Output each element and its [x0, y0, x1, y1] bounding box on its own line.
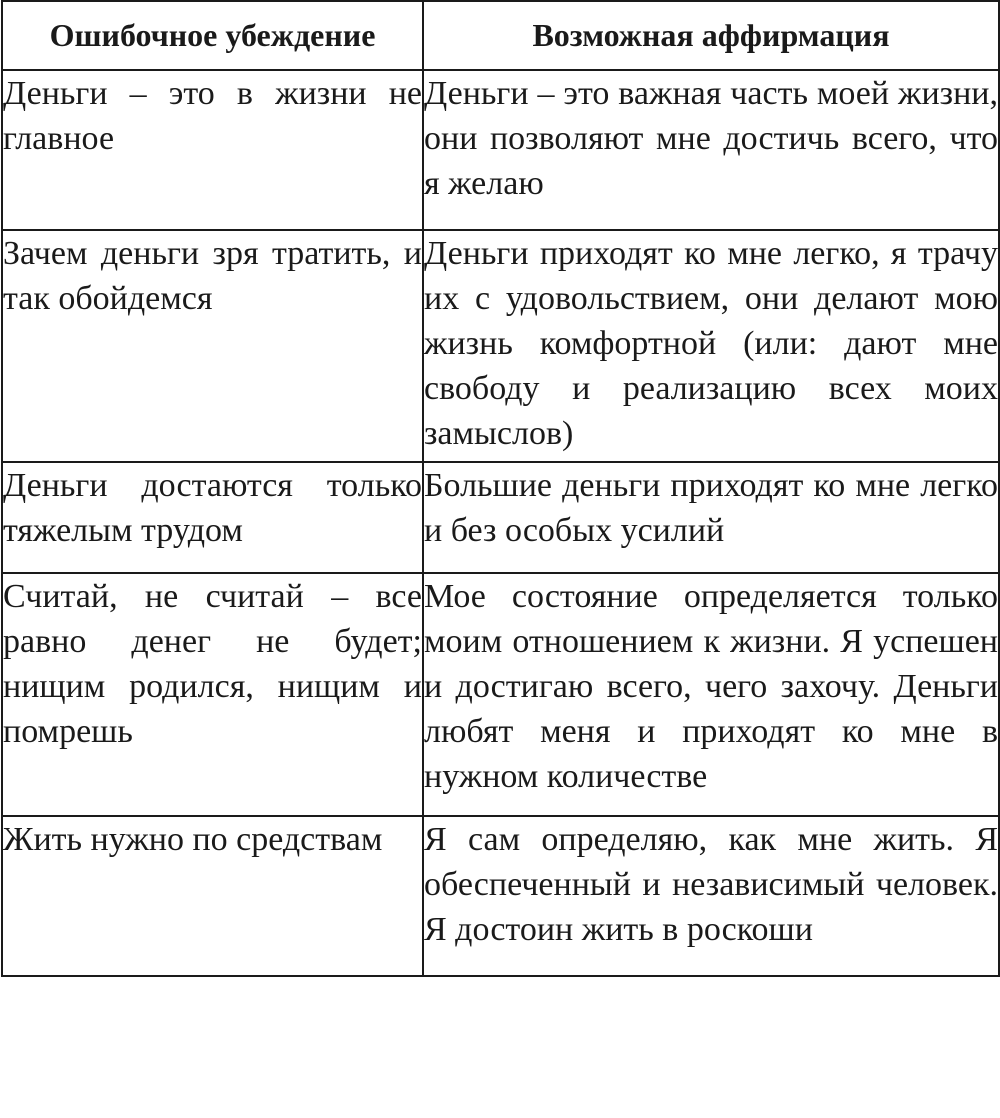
belief-cell [2, 573, 423, 816]
belief-cell [2, 462, 423, 573]
table-row [2, 816, 999, 976]
affirmation-cell [423, 816, 999, 976]
affirmation-text: Мое состояние определяется только моим отношением к жизни. Я успешен и достигаю всего, чего захочу. Деньги любят меня и приходят ко мне в нужном количестве [424, 578, 998, 795]
belief-text: Деньги – это в жизни не главное [3, 75, 422, 157]
belief-cell [2, 816, 423, 976]
belief-text: Зачем деньги зря тратить, и так обойдемся [3, 235, 422, 317]
beliefs-affirmations-table [1, 0, 1000, 977]
affirmation-text: Я сам определяю, как мне жить. Я обеспеченный и независимый человек. Я достоин жить в роскоши [424, 821, 998, 948]
affirmation-cell [423, 462, 999, 573]
affirmation-text: Деньги – это важная часть моей жизни, они позволяют мне достичь всего, что я желаю [424, 75, 998, 202]
table-row [2, 230, 999, 462]
column-header-affirmation: Возможная аффирмация [423, 1, 999, 70]
affirmation-cell [423, 230, 999, 462]
belief-cell [2, 230, 423, 462]
table-row [2, 573, 999, 816]
belief-text: Считай, не считай – все равно денег не будет; нищим родился, нищим и помрешь [3, 578, 422, 750]
table-header-row [2, 1, 999, 70]
belief-cell [2, 70, 423, 230]
affirmation-cell [423, 70, 999, 230]
belief-text: Деньги достаются только тяжелым трудом [3, 467, 422, 549]
table-row [2, 462, 999, 573]
affirmation-cell [423, 573, 999, 816]
column-header-belief: Ошибочное убеждение [2, 1, 423, 70]
table-row [2, 70, 999, 230]
belief-text: Жить нужно по средствам [3, 821, 383, 858]
affirmation-text: Большие деньги приходят ко мне легко и без особых усилий [424, 467, 998, 549]
affirmation-text: Деньги приходят ко мне легко, я трачу их с удовольствием, они делают мою жизнь комфортной (или: дают мне свободу и реализацию всех моих замыслов) [424, 235, 998, 452]
